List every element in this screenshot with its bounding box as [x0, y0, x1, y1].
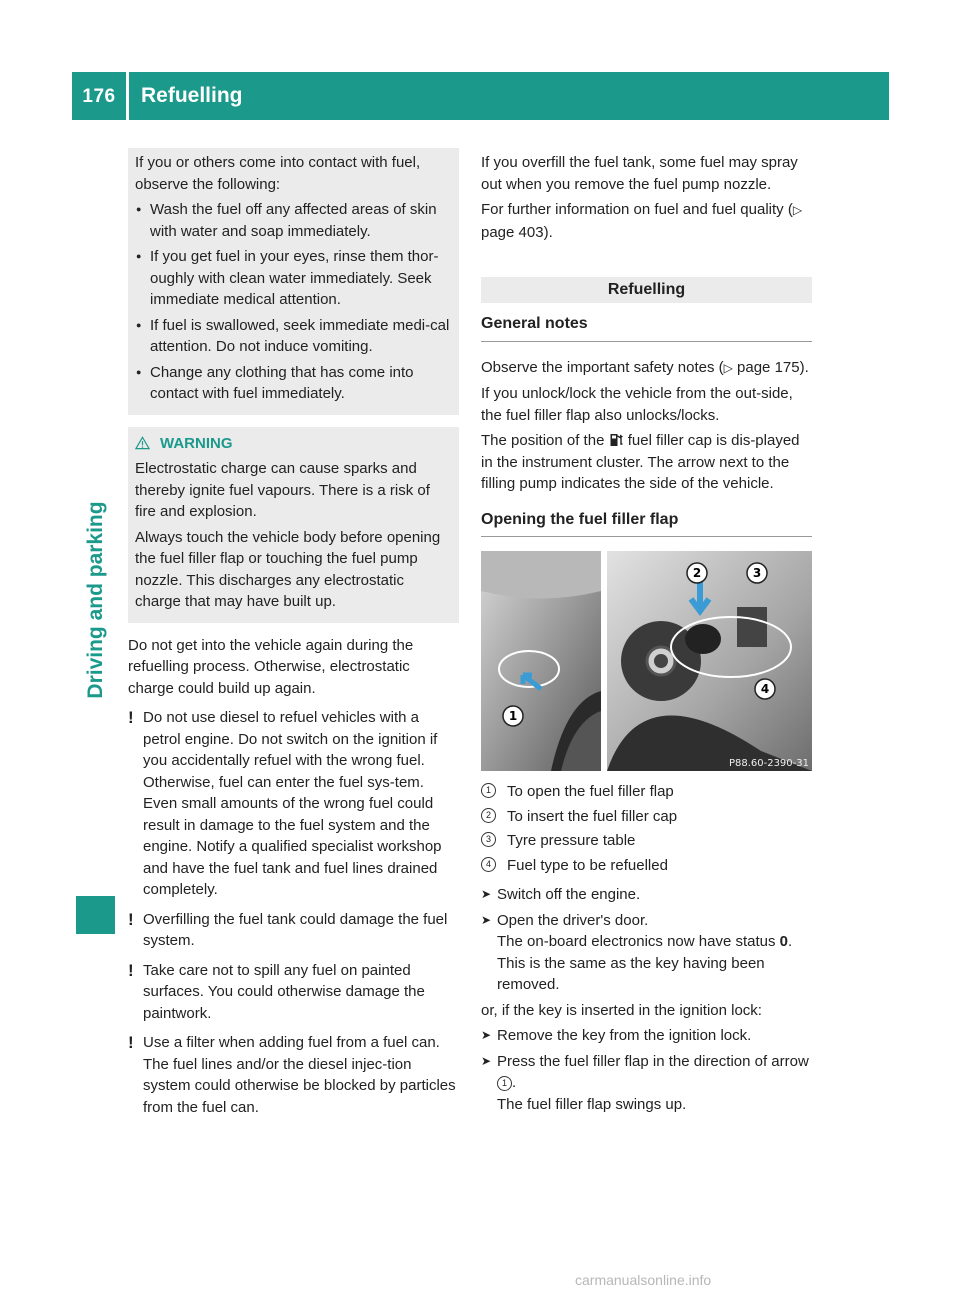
page-title: Refuelling	[141, 84, 243, 107]
note-text: Overfilling the fuel tank could damage the fuel system.	[143, 910, 448, 949]
list-item: ● If fuel is swallowed, seek immediate medi-cal attention. Do not induce vomiting.	[135, 315, 451, 358]
page-ref-arrow-icon: ▷	[792, 203, 803, 217]
watermark: carmanualsonline.info	[575, 1272, 712, 1288]
left-column	[128, 152, 459, 1126]
subheading-general-notes: General notes	[481, 313, 812, 342]
svg-text:1: 1	[508, 709, 518, 723]
fuel-pump-icon	[609, 432, 624, 447]
exclamation-icon: !	[128, 708, 134, 727]
step-item: ➤ Remove the key from the ignition lock.	[481, 1025, 812, 1047]
legend-item: 1 To open the fuel filler flap	[481, 781, 812, 803]
caution-note	[128, 909, 459, 952]
note-text: Do not use diesel to refuel vehicles with a petrol engine. Do not switch on the ignition if you accidentally refuel with the wrong fuel. Otherwise, fuel can enter the fuel sys-tem. Even small amounts of the wrong fuel could result in damage to the fuel system and the engine. Notify a qualified specialist workshop and have the fuel tank and fuel lines drained completely.	[143, 709, 442, 898]
paragraph: Observe the important safety notes (▷ page 175).	[481, 358, 809, 376]
page-reference[interactable]: page 175	[737, 358, 800, 376]
list-item: ● Wash the fuel off any affected areas of skin with water and soap immediately.	[135, 199, 451, 242]
warning-text: Electrostatic charge can cause sparks and thereby ignite fuel vapours. There is a risk of fire and explosion.	[135, 460, 430, 520]
step-arrow-icon: ➤	[481, 1028, 492, 1042]
warning-triangle-icon	[135, 436, 150, 450]
svg-text:4: 4	[760, 682, 770, 696]
figure-code: P88.60-2390-31	[728, 758, 809, 769]
paragraph: For further information on fuel and fuel quality (▷ page 403).	[481, 201, 803, 241]
warning-title: WARNING	[160, 434, 233, 452]
step-arrow-icon: ➤	[481, 1053, 492, 1068]
page-reference[interactable]: page 403	[481, 223, 544, 241]
step-item: ➤ Open the driver's door. The on-board electronics now have status 0. This is the same as the key having been removed.	[481, 911, 793, 993]
page-number: 176	[82, 86, 116, 107]
paragraph: The position of the fuel filler cap is dis-played in the instrument cluster. The arrow next to the filling pump indicates the side of the vehicle.	[481, 432, 800, 492]
fuel-flap-figure	[481, 551, 812, 771]
paragraph: If you overfill the fuel tank, some fuel may spray out when you remove the fuel pump nozzle.	[481, 154, 798, 193]
warning-heading	[135, 433, 451, 455]
note-text: Use a filter when adding fuel from a fuel can. The fuel lines and/or the diesel injec-tion system could otherwise be blocked by particles from the fuel can.	[143, 1034, 456, 1116]
fuel-contact-box	[128, 148, 459, 415]
subheading-opening-flap: Opening the fuel filler flap	[481, 509, 812, 538]
page-ref-arrow-icon: ▷	[723, 360, 733, 375]
legend-item: 3 Tyre pressure table	[481, 830, 812, 852]
note-text: Take care not to spill any fuel on painted surfaces. You could otherwise damage the paintwork.	[143, 961, 425, 1022]
svg-text:3: 3	[752, 566, 762, 580]
paragraph: Do not get into the vehicle again during the refuelling process. Otherwise, electrostatic charge could build up again.	[128, 636, 414, 697]
header-separator	[126, 72, 129, 120]
step-arrow-icon: ➤	[481, 887, 492, 901]
caution-note	[128, 960, 459, 1025]
paragraph: If you unlock/lock the vehicle from the out-side, the fuel filler flap also unlocks/locks.	[481, 385, 793, 424]
exclamation-icon: !	[128, 1033, 134, 1052]
side-tab-label: Driving and parking	[84, 501, 107, 699]
fuel-flap-illustration	[481, 551, 812, 771]
fuel-contact-intro: If you or others come into contact with fuel, observe the following:	[135, 154, 421, 193]
right-column	[481, 152, 812, 1119]
warning-text: Always touch the vehicle body before opening the fuel filler flap or touching the fuel pump nozzle. This discharges any electrostatic charge that may have built up.	[135, 528, 441, 610]
section-heading: Refuelling	[481, 277, 812, 303]
caution-note	[128, 1032, 459, 1118]
svg-text:2: 2	[692, 566, 702, 580]
paragraph: or, if the key is inserted in the ignition lock:	[481, 1001, 762, 1019]
step-item: ➤ Press the fuel filler flap in the direction of arrow 1 . The fuel filler flap swings up.	[481, 1052, 809, 1113]
step-item: ➤ Switch off the engine.	[481, 884, 812, 906]
step-arrow-icon: ➤	[481, 912, 492, 927]
exclamation-icon: !	[128, 960, 134, 980]
list-item: ● If you get fuel in your eyes, rinse them thor-oughly with clean water immediately. Seek immediate medical attention.	[135, 246, 451, 311]
warning-box	[128, 427, 459, 623]
caution-note	[128, 707, 459, 901]
legend-item: 4 Fuel type to be refuelled	[481, 855, 812, 877]
exclamation-icon: !	[128, 909, 134, 929]
status-value: 0	[779, 933, 788, 950]
list-item: ● Change any clothing that has come into contact with fuel immediately.	[135, 362, 451, 405]
legend-item: 2 To insert the fuel filler cap	[481, 806, 812, 828]
side-tab-marker	[76, 896, 115, 934]
